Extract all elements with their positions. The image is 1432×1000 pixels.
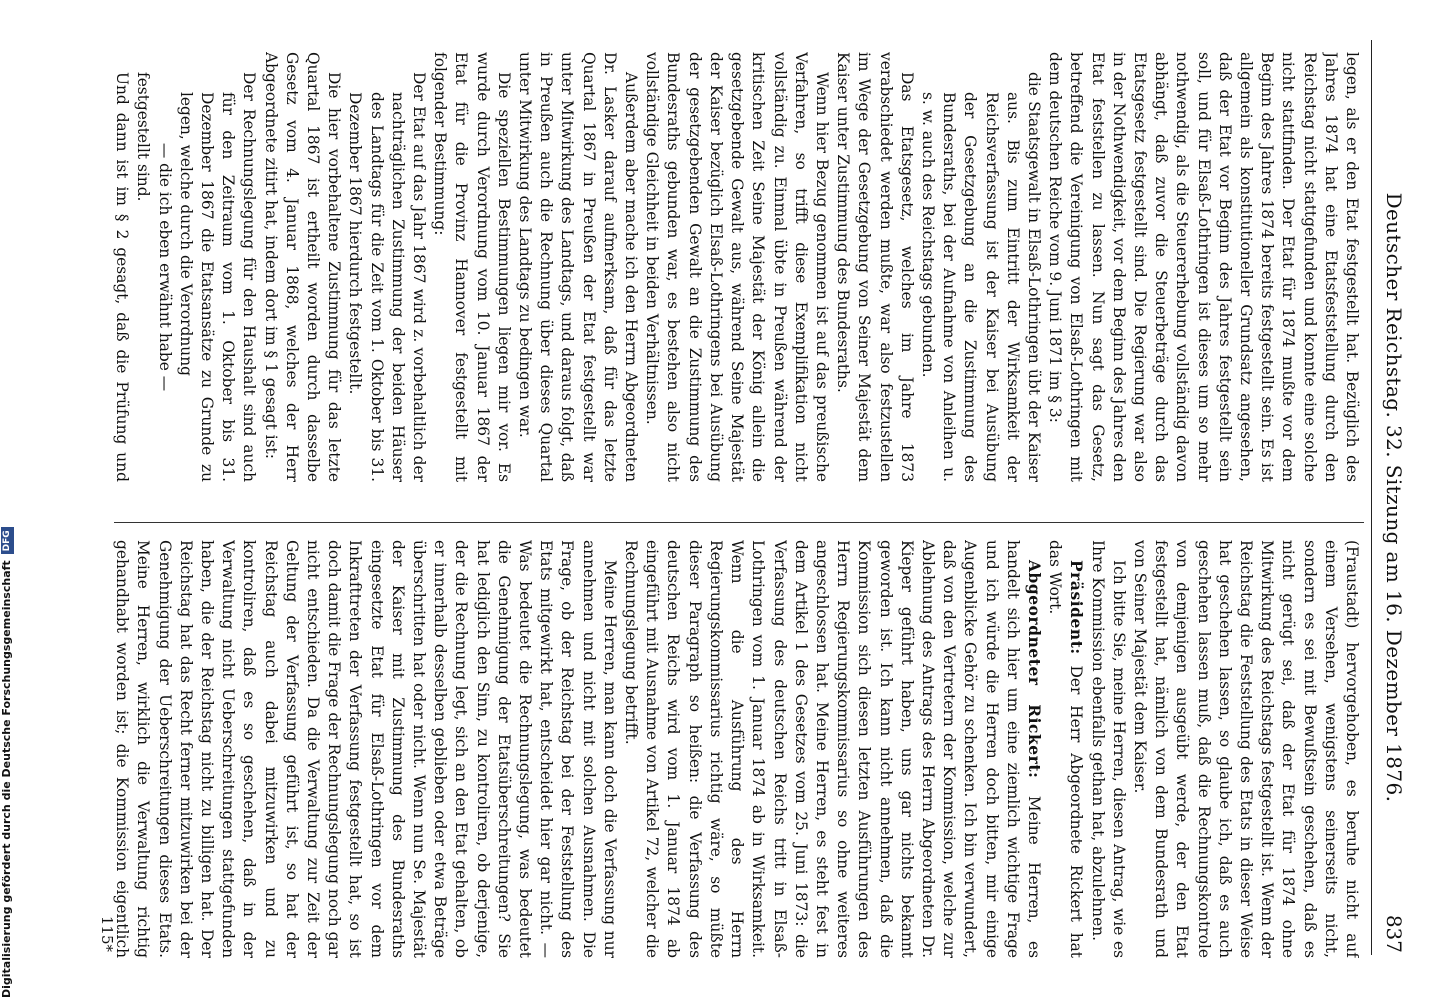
president-remark — [1044, 540, 1086, 958]
paragraph: Meine Herren, man kann doch die Verfassung nur annehmen und nicht mit solchen Ausnahmen. Die Frage, ob der Reichstag bei der Feststellung des Etats mitgewirkt hat, entscheidet hier gar nicht. — Was bedeutet die Rechnungslegung, was bedeutet die Genehmigung der Etatsüberschreitungen? Sie hat lediglich den Sinn, zu kontroliren, ob derjenige, der die Rechnung legt, sich an den Etat gehalten, ob er innerhalb desselben geblieben oder etwa Beträge überschritten hat oder nicht. Wenn nun Se. Majestät der Kaiser mit Zustimmung des Bundesraths eingesetzte Etat für Elsaß-Lothringen vor dem Inkrafttreten der Verfassung festgestellt hat, so ist doch damit die Frage der Rechnungslegung noch gar nicht entschieden. Da die Verwaltung zur Zeit der Geltung der Verfassung geführt ist, so hat der Reichstag auch dabei mitzuwirken und zu kontroliren, daß es so geschehen, daß in der Verwaltung nicht Ueberschreitungen stattgefunden haben, die der Reichstag nicht zu billigen hat. Der Reichstag hat das Recht ferner mitzuwirken bei der Genehmigung der Ueberschreitungen dieses Etats. Meine Herren, wirklich die Verwaltung richtig gehandhabt worden ist; die Kommission eigentlich — [113, 540, 619, 958]
quoted-paragraph: die Staatsgewalt in Elsaß-Lothringen übt der Kaiser aus. Bis zum Eintritt der Wirksamkeit der Reichsverfassung ist der Kaiser bei Ausübung der Gesetzgebung an die Zustimmung des Bundesraths, bei der Aufnahme von Anleihen u. s. w. auch des Reichstags gebunden. — [918, 72, 1043, 482]
paragraph: Außerdem aber mache ich den Herrn Abgeordneten Dr. Lasker darauf aufmerksam, daß für das letzte Quartal 1867 in Preußen der Etat festgestellt war unter Mitwirkung des Landtags, und daraus folgt, daß in Preußen auch die Rechnung über dieses Quartal unter Mitwirkung des Landtags zu bedingen war. — [516, 52, 641, 482]
paragraph: Die speziellen Bestimmungen liegen mir vor. Es wurde durch Verordnung vom 10. Januar 1867 der Etat für die Provinz Hannover festgestellt mit folgender Bestimmung: — [431, 52, 513, 482]
paragraph: Und dann ist im § 2 gesagt, daß die Prüfung und — [113, 72, 132, 482]
quoted-paragraph: festgestellt sind. — [134, 72, 153, 202]
speech-paragraph — [620, 540, 1044, 958]
digitization-note — [0, 530, 22, 998]
paragraph: legen, als er den Etat festgestellt hat. Bezüglich des Jahres 1874 hat eine Etatsfeststellung durch den Reichstag nicht stattgefunden und konnte eine solche nicht stattfinden. Der Etat für 1874 mußte vor dem Beginn des Jahres 1874 bereits festgestellt sein. Es ist allgemein als konstitutioneller Grundsatz angesehen, daß der Etat vor Beginn des Jahres festgestellt sein soll, und für Elsaß-Lothringen ist dieses um so mehr nothwendig, als die Steuererhebung vollständig davon abhängt, daß zuvor die Steuerbeträge durch das Etatsgesetz festgestellt sind. Die Regierung war also in der Nothwendigkeit, vor dem Beginn des Jahres den Etat feststellen zu lassen. Nun sagt das Gesetz, betreffend die Vereinigung von Elsaß-Lothringen mit dem deutschen Reiche vom 9. Juni 1871 im § 3: — [1046, 52, 1361, 482]
paragraph: Ich bitte Sie, meine Herren, diesen Antrag, wie es Ihre Kommission ebenfalls gethan hat, abzulehnen. — [1088, 540, 1128, 958]
quoted-paragraph: Der Rechnungslegung für den Haushalt sind auch für den Zeitraum vom 1. Oktober bis 31. Dezember 1867 die Etatsansätze zu Grunde zu legen, welche durch die Verordnung — [176, 72, 259, 482]
paragraph: Die hier vorbehaltene Zustimmung für das letzte Quartal 1867 ist ertheilt worden durch dasselbe Gesetz vom 4. Januar 1868, welches der Herr Abgeordnete zitirt hat, indem dort im § 1 gesagt ist: — [261, 52, 344, 482]
page-header — [1371, 40, 1410, 955]
digitization-note-text: Digitalisierung gefördert durch die Deutsche Forschungsgemeinschaft — [0, 560, 13, 998]
president-text: Der Herr Abgeordnete Rickert hat das Wort. — [1046, 540, 1086, 958]
speaker-label: Abgeordneter Rickert: — [1024, 560, 1043, 779]
column-divider — [114, 522, 1364, 523]
quoted-paragraph: Der Etat auf das Jahr 1867 wird z. vorbehaltlich der nachträglichen Zustimmung der beiden Häuser des Landtags für die Zeit vom 1. Oktober bis 31. Dezember 1867 hierdurch festgestellt. — [346, 72, 429, 482]
right-column — [112, 540, 1362, 958]
left-column — [112, 52, 1362, 482]
sheet-signature: 115* — [98, 915, 116, 952]
interjection: — die ich eben erwähnt habe — — [155, 142, 174, 392]
page-number: 837 — [1382, 914, 1406, 953]
paragraph: Wenn hier Bezug genommen ist auf das preußische Verfahren, so trifft diese Exemplifikation nicht vollständig zu. Einmal übte in Preußen während der kritischen Zeit Seine Majestät der König allein die gesetzgebende Gewalt aus, während Seine Majestät der Kaiser bezüglich Elsaß-Lothringens bei Ausübung der gesetzgebenden Gewalt an die Zustimmung des Bundesraths gebunden war, es bestehen also nicht vollständige Gleichheit in beiden Verhältnissen. — [643, 52, 831, 482]
paragraph: (Fraustadt) hervorgehoben, es beruhe nicht auf einem Versehen, wenigstens seinerseits nicht, sondern es sei mit Bewußtsein geschehen, daß es nicht gerügt sei, daß der Etat für 1874 ohne Mitwirkung des Reichstags festgestellt ist. Wenn der Reichstag die Feststellung des Etats in dieser Weise hat geschehen lassen, so glaube ich, daß es auch geschehen lassen muß, daß die Rechnungskontrole von demjenigen ausgeübt werde, der den Etat festgestellt hat, nämlich von dem Bundesrath und von Seiner Majestät dem Kaiser. — [1130, 540, 1361, 958]
dfg-logo: DFG — [1, 527, 14, 554]
president-label: Präsident: — [1067, 560, 1086, 655]
running-title: Deutscher Reichstag. 32. Sitzung am 16. Dezember 1876. — [1382, 192, 1406, 803]
speech-text: Meine Herren, es handelt sich hier um eine ziemlich wichtige Frage und ich würde die Herren doch bitten, mir einige Augenblicke Gehör zu schenken. Ich bin verwundert, daß von den Vertretern der Kommission, welche zur Ablehnung des Antrags des Herrn Abgeordneten Dr. Kieper geführt haben, uns gar nichts bekannt geworden ist. Ich kann nicht annehmen, daß die Kommission sich diesen letzten Ausführungen des Herrn Regierungskommissarius so ohne weiteres angeschlossen hat. Meine Herren, es steht fest in dem Artikel 1 des Gesetzes vom 25. Juni 1873: die Verfassung des deutschen Reichs tritt in Elsaß-Lothringen vom 1. Januar 1874 ab in Wirksamkeit. Wenn die Ausführung des Herrn Regierungskommissarius richtig wäre, so müßte dieser Paragraph so heißen: die Verfassung des deutschen Reichs wird vom 1. Januar 1874 ab eingeführt mit Ausnahme von Artikel 72, welcher die Rechnungslegung betrifft. — [622, 540, 1043, 958]
paragraph: Das Etatsgesetz, welches im Jahre 1873 verabschiedet werden mußte, war also festzustellen im Wege der Gesetzgebung von Seiner Majestät dem Kaiser unter Zustimmung des Bundesraths. — [834, 52, 916, 482]
